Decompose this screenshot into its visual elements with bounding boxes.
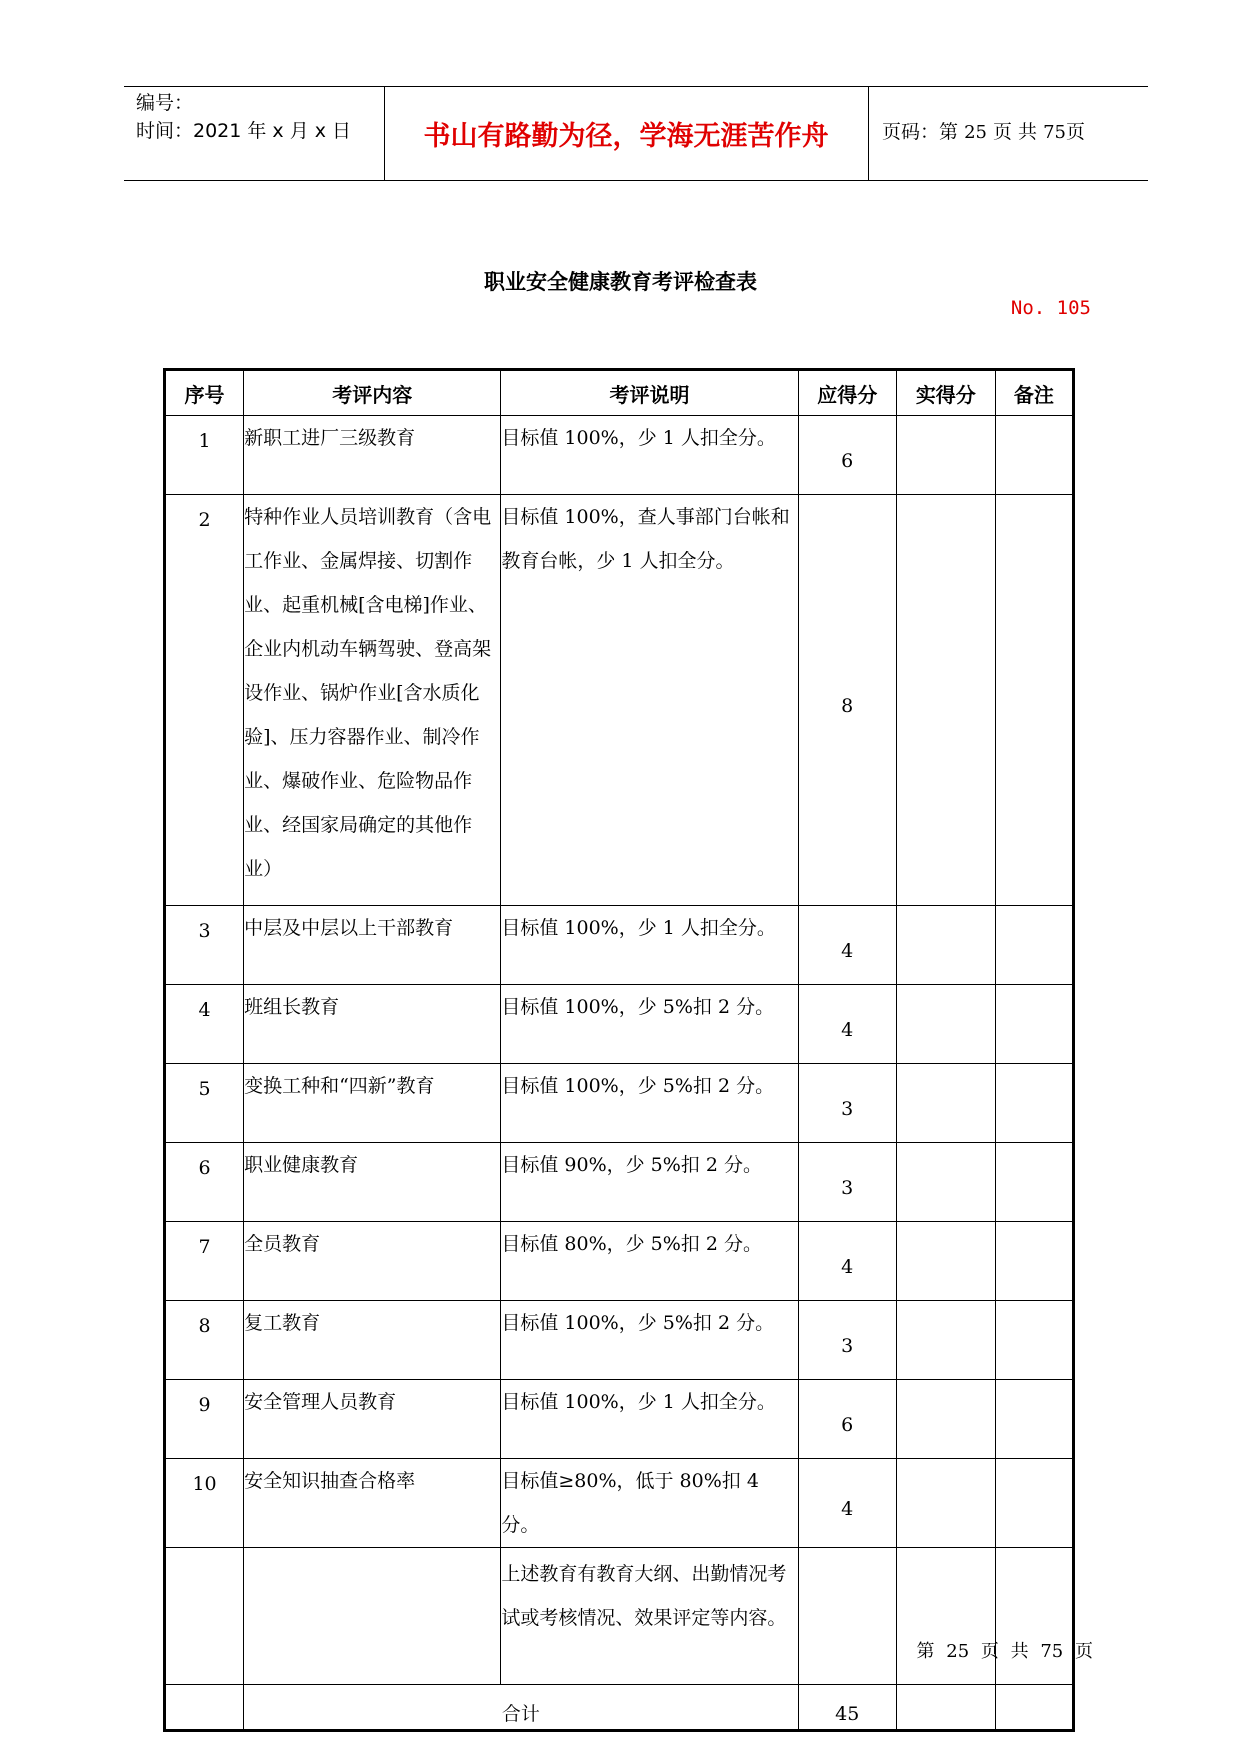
row-actual-score [896,1064,995,1143]
row-seq: 5 [165,1064,244,1143]
header-divider [868,87,869,180]
header-page-current: 25 [964,122,987,143]
note-seq [165,1548,244,1685]
row-actual-score [896,416,995,495]
row-content: 安全知识抽查合格率 [244,1459,501,1548]
row-content: 安全管理人员教育 [244,1380,501,1459]
row-description: 目标值 100%，少 1 人扣全分。 [501,416,798,495]
table-row [165,1459,1074,1548]
row-actual-score [896,1459,995,1548]
header-motto: 书山有路勤为径，学海无涯苦作舟 [423,121,829,152]
row-score: 4 [798,985,896,1064]
row-content: 变换工种和“四新”教育 [244,1064,501,1143]
total-label: 合计 [244,1685,799,1731]
row-remark [995,1301,1073,1380]
row-score: 4 [798,1459,896,1548]
header-meta [136,89,351,145]
row-content: 中层及中层以上干部教育 [244,906,501,985]
row-seq: 4 [165,985,244,1064]
row-actual-score [896,495,995,906]
row-actual-score [896,1301,995,1380]
row-remark [995,416,1073,495]
note-actual-score [896,1548,995,1685]
row-seq: 9 [165,1380,244,1459]
time-label: 时间：2021 年 x 月 x 日 [136,120,352,142]
row-seq: 10 [165,1459,244,1548]
row-remark [995,1064,1073,1143]
table-row [165,1064,1074,1143]
row-description: 目标值 90%，少 5%扣 2 分。 [501,1143,798,1222]
header-page-number: 页码：第 25 页 共 75页 [882,121,1086,143]
footer-page-current: 25 [946,1641,970,1662]
row-actual-score [896,906,995,985]
row-score: 8 [798,495,896,906]
table-row [165,985,1074,1064]
row-description: 目标值 100%，少 1 人扣全分。 [501,906,798,985]
table-row-total [165,1685,1074,1731]
column-header: 序号 [165,370,244,416]
serial-label: 编号： [136,92,194,114]
row-content: 职业健康教育 [244,1143,501,1222]
total-actual-score [896,1685,995,1731]
row-score: 4 [798,1222,896,1301]
row-score: 4 [798,906,896,985]
page-footer: 第 25 页 共 75 页 [916,1641,1093,1662]
row-seq: 3 [165,906,244,985]
document-title: 职业安全健康教育考评检查表 [484,270,757,294]
footer-page-total: 75 [1040,1641,1064,1662]
row-content: 班组长教育 [244,985,501,1064]
table-row [165,1301,1074,1380]
row-description: 目标值 80%，少 5%扣 2 分。 [501,1222,798,1301]
row-description: 目标值≥80%，低于 80%扣 4 分。 [501,1459,798,1548]
note-content [244,1548,501,1685]
row-description: 目标值 100%，少 1 人扣全分。 [501,1380,798,1459]
column-header: 应得分 [798,370,896,416]
table-row [165,1143,1074,1222]
table-row [165,416,1074,495]
row-seq: 8 [165,1301,244,1380]
table-row-note [165,1548,1074,1685]
page-header [124,86,1148,181]
note-score [798,1548,896,1685]
evaluation-table [163,368,1075,1732]
row-description: 目标值 100%，少 5%扣 2 分。 [501,985,798,1064]
total-seq [165,1685,244,1731]
row-remark [995,495,1073,906]
row-description: 目标值 100%，少 5%扣 2 分。 [501,1064,798,1143]
row-remark [995,985,1073,1064]
row-remark [995,1143,1073,1222]
column-header: 考评说明 [501,370,798,416]
row-content: 复工教育 [244,1301,501,1380]
table-row [165,1380,1074,1459]
note-remark [995,1548,1073,1685]
row-score: 3 [798,1064,896,1143]
column-header: 考评内容 [244,370,501,416]
row-description: 目标值 100%，查人事部门台帐和教育台帐，少 1 人扣全分。 [501,495,798,906]
row-seq: 1 [165,416,244,495]
row-actual-score [896,1143,995,1222]
row-seq: 7 [165,1222,244,1301]
row-seq: 6 [165,1143,244,1222]
row-score: 3 [798,1301,896,1380]
row-content: 特种作业人员培训教育（含电工作业、金属焊接、切割作业、起重机械[含电梯]作业、企业内机动车辆驾驶、登高架设作业、锅炉作业[含水质化验]、压力容器作业、制冷作业、爆破作业、危险物品作业、经国家局确定的其他作业） [244,495,501,906]
row-seq: 2 [165,495,244,906]
row-actual-score [896,1380,995,1459]
note-description: 上述教育有教育大纲、出勤情况考试或考核情况、效果评定等内容。 [501,1548,798,1685]
row-score: 6 [798,416,896,495]
row-actual-score [896,1222,995,1301]
row-score: 3 [798,1143,896,1222]
row-actual-score [896,985,995,1064]
table-row [165,495,1074,906]
document-number: No. 105 [1010,297,1091,319]
column-header: 备注 [995,370,1073,416]
row-score: 6 [798,1380,896,1459]
row-description: 目标值 100%，少 5%扣 2 分。 [501,1301,798,1380]
total-remark [995,1685,1073,1731]
row-remark [995,1222,1073,1301]
row-remark [995,1380,1073,1459]
row-remark [995,906,1073,985]
total-score: 45 [798,1685,896,1731]
row-remark [995,1459,1073,1548]
column-header: 实得分 [896,370,995,416]
table-header-row [165,370,1074,416]
row-content: 新职工进厂三级教育 [244,416,501,495]
header-page-total: 75 [1043,122,1067,143]
row-content: 全员教育 [244,1222,501,1301]
table-row [165,906,1074,985]
table-row [165,1222,1074,1301]
